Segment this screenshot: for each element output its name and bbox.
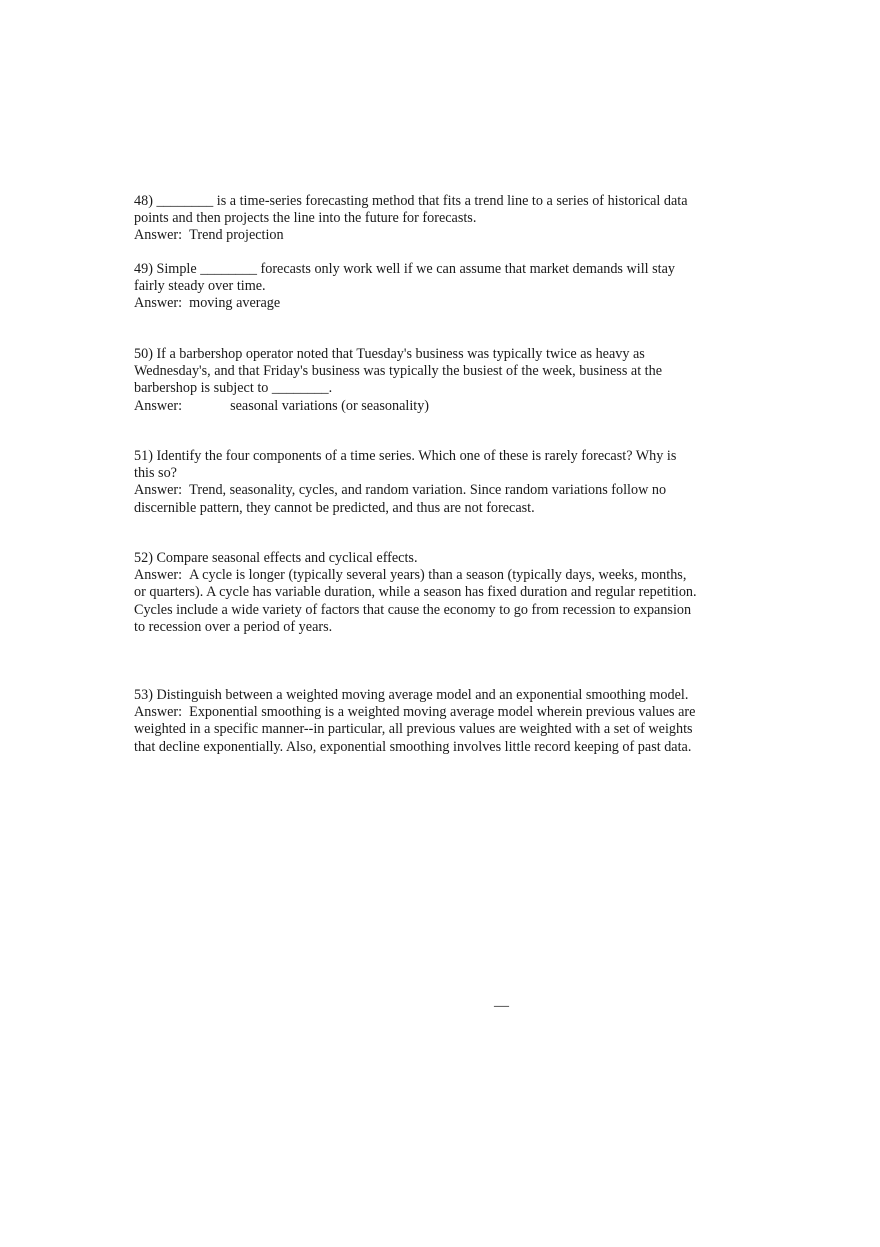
question-block-52 xyxy=(134,550,700,636)
question-text: 49) Simple ________ forecasts only work well if we can assume that market demands will stay fairly steady over time. xyxy=(134,261,675,295)
question-block-48 xyxy=(134,193,700,245)
question-text: 51) Identify the four components of a time series. Which one of these is rarely forecast? Why is this so? xyxy=(134,448,677,482)
answer-label: Answer: xyxy=(134,227,183,244)
answer-line xyxy=(134,704,700,756)
answer-label: Answer: xyxy=(134,704,183,721)
page-footer-mark: — xyxy=(494,998,509,1014)
question-text: 48) ________ is a time-series forecasting method that fits a trend line to a series of historical data points and then projects the line into the future for forecasts. xyxy=(134,193,688,227)
answer-line xyxy=(134,398,700,415)
answer-label: Answer: xyxy=(134,482,183,499)
answer-line xyxy=(134,482,700,516)
answer-line xyxy=(134,227,700,244)
answer-label: Answer: xyxy=(134,567,183,584)
question-text: 52) Compare seasonal effects and cyclical effects. xyxy=(134,550,418,566)
answer-text: moving average xyxy=(189,295,281,312)
answer-text: Trend projection xyxy=(189,227,284,244)
question-block-51 xyxy=(134,448,700,517)
answer-text: Trend, seasonality, cycles, and random variation. Since random variations follow no discernible pattern, they cannot be predicted, and thus are not forecast. xyxy=(134,482,667,516)
answer-line xyxy=(134,567,700,636)
question-text: 53) Distinguish between a weighted moving average model and an exponential smoothing model. xyxy=(134,687,689,703)
answer-text: seasonal variations (or seasonality) xyxy=(230,397,430,414)
question-block-53 xyxy=(134,687,700,756)
answer-line xyxy=(134,295,700,312)
answer-label: Answer: xyxy=(134,295,183,312)
answer-text: Exponential smoothing is a weighted moving average model wherein previous values are weighted in a specific manner--in particular, all previous values are weighted with a set of weights that decline exponentially. Also, exponential smoothing involves little record keeping of past data. xyxy=(134,704,696,755)
question-text: 50) If a barbershop operator noted that Tuesday's business was typically twice as heavy as Wednesday's, and that Friday's business was typically the busiest of the week, business at the barbershop is subject to ________. xyxy=(134,346,663,397)
answer-text: A cycle is longer (typically several years) than a season (typically days, weeks, months, or quarters). A cycle has variable duration, while a season has fixed duration and regular repetition. Cycles include a wide variety of factors that cause the economy to go from recession to expansion to recession over a period of years. xyxy=(134,567,697,635)
question-block-50 xyxy=(134,346,700,415)
question-block-49 xyxy=(134,261,700,313)
answer-label: Answer: xyxy=(134,397,183,414)
